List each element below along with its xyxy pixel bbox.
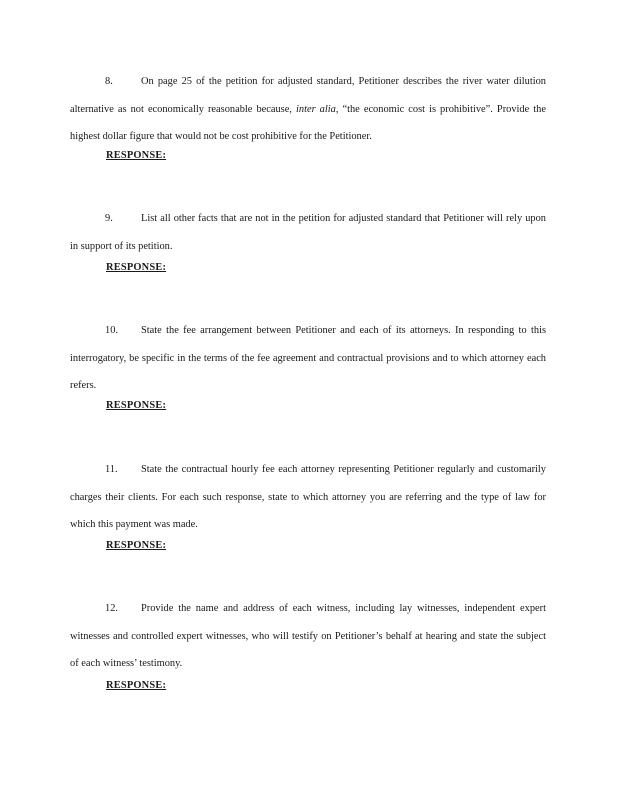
interrogatory-text: State the contractual hourly fee each attorney representing Petitioner regularly and customarily charges their clients. For each such response, state to which attorney you are referring and the type of law for which this payment was made. [70,464,546,530]
interrogatory-number: 8. [105,76,113,87]
interrogatory-text-continued: , “the economic cost is prohibitive”. Provide the highest dollar figure that would not be cost prohibitive for the Petitioner. [70,103,546,142]
interrogatory-10 [70,317,546,400]
interrogatory-text: Provide the name and address of each witness, including lay witnesses, independent expert witnesses and controlled expert witnesses, who will testify on Petitioner’s behalf at hearing and state the subject of each witness’ testimony. [70,603,546,669]
response-label-11: RESPONSE: [106,540,167,551]
interrogatory-number: 12. [105,603,118,614]
interrogatory-9 [70,205,546,260]
interrogatory-12 [70,595,546,678]
interrogatory-number: 10. [105,325,118,336]
response-label-12: RESPONSE: [106,680,167,691]
response-label-9: RESPONSE: [106,262,167,273]
interrogatory-11 [70,456,546,539]
interrogatory-8 [70,68,546,151]
interrogatory-number: 9. [105,213,113,224]
interrogatory-text: State the fee arrangement between Petitioner and each of its attorneys. In responding to this interrogatory, be specific in the terms of the fee agreement and contractual provisions and to which attorney each refers. [70,325,546,391]
interrogatory-number: 11. [105,464,118,475]
interrogatory-text: List all other facts that are not in the petition for adjusted standard that Petitioner will rely upon in support of its petition. [70,213,546,252]
response-label-8: RESPONSE: [106,150,167,161]
interrogatory-text: On page 25 of the petition for adjusted standard, Petitioner describes the river water dilution alternative as not economically reasonable because, [70,76,546,115]
response-label-10: RESPONSE: [106,400,167,411]
interrogatory-italic-text: inter alia [295,103,336,115]
